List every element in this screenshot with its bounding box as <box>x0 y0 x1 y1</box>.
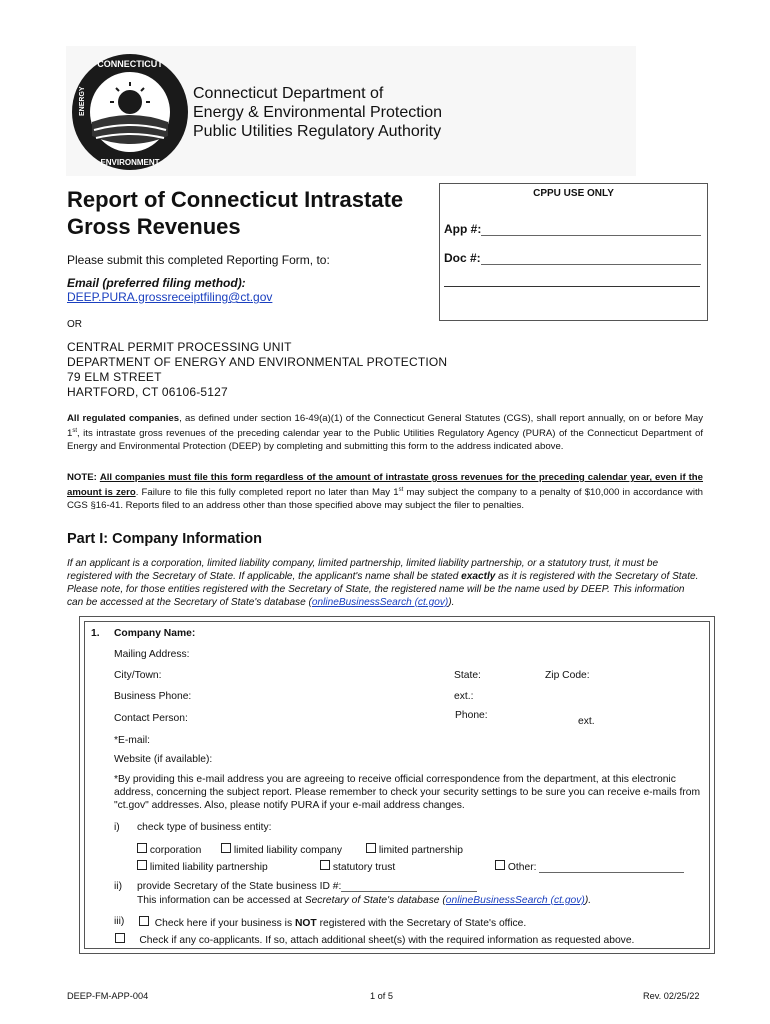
para1-text-a: , as defined under section 16-49(a)(1) of the Connecticut General Statutes (CGS), shall report annually, on or before May 1 <box>67 413 704 440</box>
item-ii-number: ii) <box>114 881 123 892</box>
doc-number-label: Doc #: <box>444 251 481 265</box>
page-number: 1 of 5 <box>370 991 393 1001</box>
other-label: Other: <box>507 862 537 873</box>
seal-bottom-text: ENVIRONMENT <box>100 158 160 167</box>
co-applicants-option[interactable] <box>115 933 634 946</box>
other-input[interactable] <box>539 872 684 873</box>
address-line-2: DEPARTMENT OF ENERGY AND ENVIRONMENTAL PROTECTION <box>67 355 448 369</box>
agency-line-1: Connecticut Department of <box>193 85 384 102</box>
not-registered-checkbox[interactable] <box>139 916 149 926</box>
statutory-trust-checkbox[interactable] <box>320 860 330 870</box>
option-corporation[interactable] <box>137 843 201 856</box>
option-limited-partnership[interactable] <box>366 843 463 856</box>
note-text-b: may subject the company to a penalty of $10,000 in accordance with CGS §16-41. Reports filed to an address other than those specified above may subject the filer to penalties. <box>67 487 703 512</box>
other-checkbox[interactable] <box>495 860 505 870</box>
not-registered-option[interactable] <box>139 916 526 929</box>
contact-phone-label: Phone: <box>455 710 488 721</box>
title-line-2: Gross Revenues <box>67 214 241 239</box>
corporation-checkbox[interactable] <box>137 843 147 853</box>
email-field-label: *E-mail: <box>114 735 151 746</box>
city-label: City/Town: <box>114 670 162 681</box>
item-iii-number: iii) <box>114 916 125 927</box>
part-1-intro <box>67 557 703 609</box>
section-number: 1. <box>91 628 100 639</box>
note-paragraph <box>67 471 703 512</box>
para1-text-b: , its intrastate gross revenues of the preceding calendar year to the Public Utilities Regulatory Agency (PURA) of the Connecticut Department of Energy and Environmental Protection (DEEP) by completing and submitting this form to the address indicated above. <box>67 428 703 453</box>
regulated-companies-paragraph <box>67 412 703 453</box>
intro-text-c: ). <box>448 597 455 608</box>
co-applicants-checkbox[interactable] <box>115 933 125 943</box>
note-sup: st <box>398 487 404 493</box>
agency-line-2: Energy & Environmental Protection <box>193 104 443 121</box>
submit-instructions: Please submit this completed Reporting Form, to: <box>67 253 330 267</box>
sos-id-field[interactable] <box>137 881 477 892</box>
state-label: State: <box>454 670 481 681</box>
cppu-use-only-box <box>439 183 708 321</box>
para1-sup: st <box>72 428 78 434</box>
statutory-trust-label: statutory trust <box>332 862 396 873</box>
part-1-heading: Part I: Company Information <box>67 531 262 547</box>
contact-ext-label: ext. <box>578 716 595 727</box>
zip-label: Zip Code: <box>545 670 590 681</box>
llp-label: limited liability partnership <box>149 862 268 873</box>
app-number-field[interactable] <box>444 222 701 236</box>
company-name-label: Company Name: <box>114 628 196 639</box>
sos-info-post: ). <box>584 895 592 906</box>
address-line-1: CENTRAL PERMIT PROCESSING UNIT <box>67 340 292 354</box>
form-id: DEEP-FM-APP-004 <box>67 991 149 1001</box>
intro-text-a: If an applicant is a corporation, limited liability company, limited partnership, limited liability partnership, or a statutory trust, it must be registered with the Secretary of State. If applicable, the applicant's name shall be stated <box>67 558 659 582</box>
limited-partnership-label: limited partnership <box>378 845 464 856</box>
email-consent-text: *By providing this e-mail address you are agreeing to receive official correspondence from the department, at this electronic address, concerning the subject report. Please remember to check your security settings to be sure you can receive e-mails from "ct.gov" addresses. Also, please notify PURA if your e-mail address changes. <box>114 774 701 811</box>
note-text-a: . Failure to file this fully completed report no later than May 1 <box>135 487 399 499</box>
not-registered-text-b: registered with the Secretary of State's office. <box>316 918 527 929</box>
sos-info-pre: This information can be accessed at <box>137 895 305 906</box>
intro-text-b: as it is registered with the Secretary of State. Please note, for those entities registered with the Secretary of State, the registered name will be the name used by DEEP. This information can be accessed at the Secretary of State's database ( <box>67 571 699 608</box>
address-line-4: HARTFORD, CT 06106-5127 <box>67 385 228 399</box>
business-phone-label: Business Phone: <box>114 691 192 702</box>
sos-database-link[interactable]: onlineBusinessSearch (ct.gov) <box>445 895 585 906</box>
corporation-label: corporation <box>149 845 202 856</box>
llc-checkbox[interactable] <box>221 843 231 853</box>
sos-id-label: provide Secretary of the State business ID #: <box>137 881 342 892</box>
option-llp[interactable] <box>137 860 268 873</box>
mailing-address-block <box>67 340 447 400</box>
note-underlined: All companies must file this form regardless of the amount of intrastate gross revenues for the preceding calendar year, even if the amount is zero <box>67 472 704 499</box>
cppu-extra-line[interactable] <box>444 276 700 287</box>
website-label: Website (if available): <box>114 754 213 765</box>
intro-bold: exactly <box>461 571 496 582</box>
online-business-search-link[interactable]: onlineBusinessSearch (ct.gov) <box>311 597 449 608</box>
agency-line-3: Public Utilities Regulatory Authority <box>193 123 442 140</box>
limited-partnership-checkbox[interactable] <box>366 843 376 853</box>
seal-left-text: ENERGY <box>79 86 86 116</box>
business-phone-ext-label: ext.: <box>454 691 474 702</box>
sos-info-text <box>137 895 591 906</box>
address-line-3: 79 ELM STREET <box>67 370 162 384</box>
regulated-companies-bold: All regulated companies <box>67 413 180 424</box>
llc-label: limited liability company <box>233 845 343 856</box>
item-i-number: i) <box>114 822 120 833</box>
app-number-label: App #: <box>444 222 482 236</box>
title-line-1: Report of Connecticut Intrastate <box>67 187 404 212</box>
email-link[interactable]: DEEP.PURA.grossreceiptfiling@ct.gov <box>67 290 273 304</box>
cppu-heading: CPPU USE ONLY <box>533 188 614 199</box>
ct-energy-environment-seal <box>70 52 190 172</box>
sos-id-input[interactable] <box>341 891 477 892</box>
not-registered-text-a: Check here if your business is <box>154 918 295 929</box>
note-label: NOTE: <box>67 472 97 483</box>
seal-top-text: CONNECTICUT <box>97 59 163 69</box>
email-label: Email (preferred filing method): <box>67 276 246 290</box>
mailing-address-label: Mailing Address: <box>114 649 190 660</box>
entity-type-label: check type of business entity: <box>137 822 272 833</box>
co-applicants-label: Check if any co-applicants. If so, attach additional sheet(s) with the required information as requested above. <box>139 935 635 946</box>
option-llc[interactable] <box>221 843 342 856</box>
sos-info-italic: Secretary of State's database ( <box>304 895 446 906</box>
agency-name <box>193 84 442 141</box>
option-statutory-trust[interactable] <box>320 860 395 873</box>
not-registered-bold: NOT <box>294 918 317 929</box>
llp-checkbox[interactable] <box>137 860 147 870</box>
option-other[interactable] <box>495 860 684 873</box>
contact-person-label: Contact Person: <box>114 713 188 724</box>
page-title <box>67 186 427 240</box>
doc-number-field[interactable] <box>444 251 701 265</box>
revision-date: Rev. 02/25/22 <box>643 991 700 1001</box>
or-text: OR <box>67 319 82 330</box>
